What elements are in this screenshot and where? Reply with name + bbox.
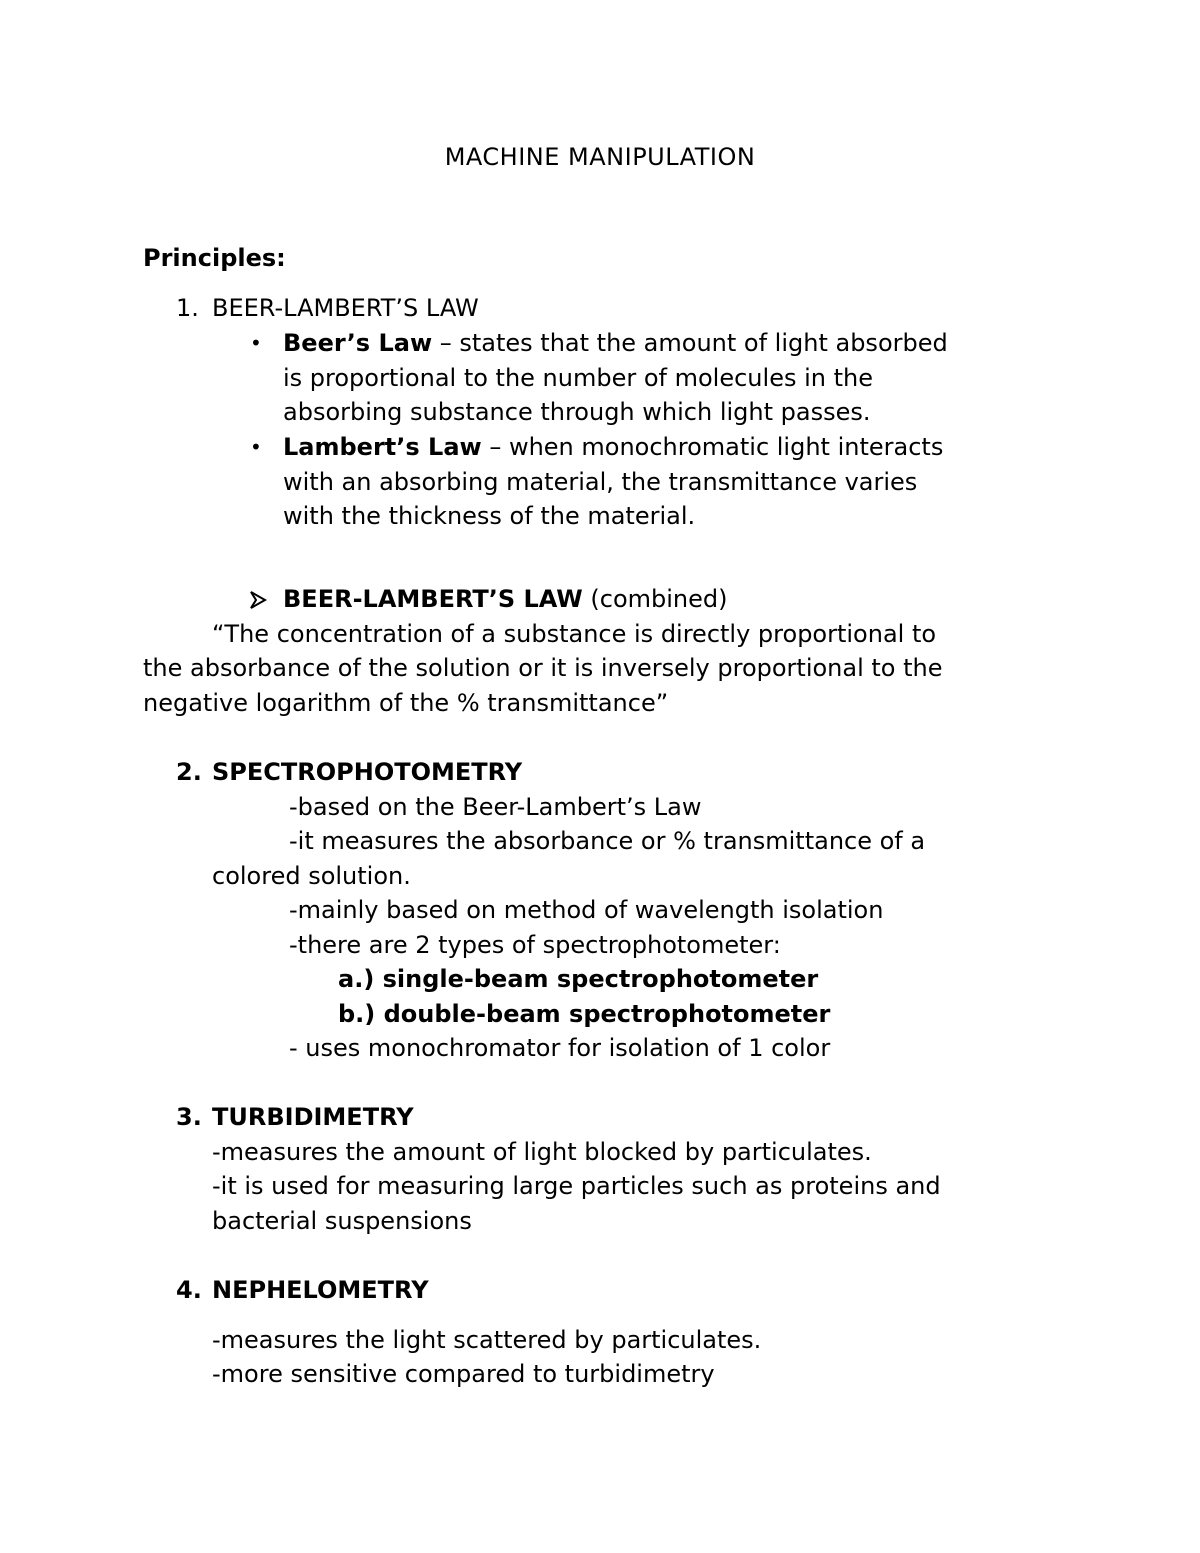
beers-law-term: Beer’s Law [283, 329, 433, 357]
principles-label: Principles: [143, 244, 286, 272]
combined-quote-line-1: “The concentration of a substance is directly proportional to [212, 620, 937, 648]
spectro-line-3: colored solution. [212, 862, 411, 890]
nephelometry-line-1: -measures the light scattered by particulates. [212, 1326, 762, 1354]
lamberts-law-term: Lambert’s Law [283, 433, 482, 461]
turbidimetry-line-2: -it is used for measuring large particles such as proteins and [212, 1172, 941, 1200]
lamberts-law-line-1 [283, 432, 943, 462]
combined-quote-line-3: negative logarithm of the % transmittance” [143, 689, 669, 717]
beers-law-text: – states that the amount of light absorbed [432, 329, 948, 357]
spectro-line-5: -there are 2 types of spectrophotometer: [289, 931, 781, 959]
lamberts-law-line-2: with an absorbing material, the transmittance varies [283, 468, 918, 496]
section-3-heading: TURBIDIMETRY [212, 1103, 414, 1131]
section-1-number: 1. [176, 294, 199, 322]
section-1-heading: BEER-LAMBERT’S LAW [212, 294, 479, 322]
spectro-type-a: a.) single-beam spectrophotometer [338, 965, 819, 993]
lamberts-law-text: – when monochromatic light interacts [481, 433, 944, 461]
page-title: MACHINE MANIPULATION [444, 143, 756, 171]
bullet-icon: • [250, 435, 262, 459]
combined-law-line [283, 584, 728, 614]
section-4-heading-row [176, 1275, 429, 1305]
section-3-number: 3. [176, 1103, 202, 1131]
bullet-icon: • [250, 331, 262, 355]
spectro-line-2: -it measures the absorbance or % transmittance of a [289, 827, 926, 855]
spectro-type-b: b.) double-beam spectrophotometer [338, 1000, 831, 1028]
spectro-note: - uses monochromator for isolation of 1 color [289, 1034, 831, 1062]
section-1-heading-row [176, 293, 479, 323]
combined-law-term: BEER-LAMBERT’S LAW [283, 585, 583, 613]
combined-law-suffix: (combined) [582, 585, 728, 613]
combined-quote-line-2: the absorbance of the solution or it is inversely proportional to the [143, 654, 943, 682]
lamberts-law-line-3: with the thickness of the material. [283, 502, 696, 530]
section-3-heading-row [176, 1102, 414, 1132]
nephelometry-line-2: -more sensitive compared to turbidimetry [212, 1360, 715, 1388]
section-2-heading: SPECTROPHOTOMETRY [212, 758, 523, 786]
beers-law-line-3: absorbing substance through which light passes. [283, 398, 871, 426]
spectro-line-1: -based on the Beer-Lambert’s Law [289, 793, 702, 821]
turbidimetry-line-1: -measures the amount of light blocked by particulates. [212, 1138, 872, 1166]
turbidimetry-line-3: bacterial suspensions [212, 1207, 472, 1235]
section-2-heading-row [176, 757, 522, 787]
beers-law-line-1 [283, 328, 948, 358]
spectro-line-4: -mainly based on method of wavelength isolation [289, 896, 884, 924]
arrow-bullet-icon [248, 584, 268, 614]
beers-law-line-2: is proportional to the number of molecules in the [283, 364, 873, 392]
section-4-number: 4. [176, 1276, 202, 1304]
section-4-heading: NEPHELOMETRY [212, 1276, 429, 1304]
section-2-number: 2. [176, 758, 202, 786]
